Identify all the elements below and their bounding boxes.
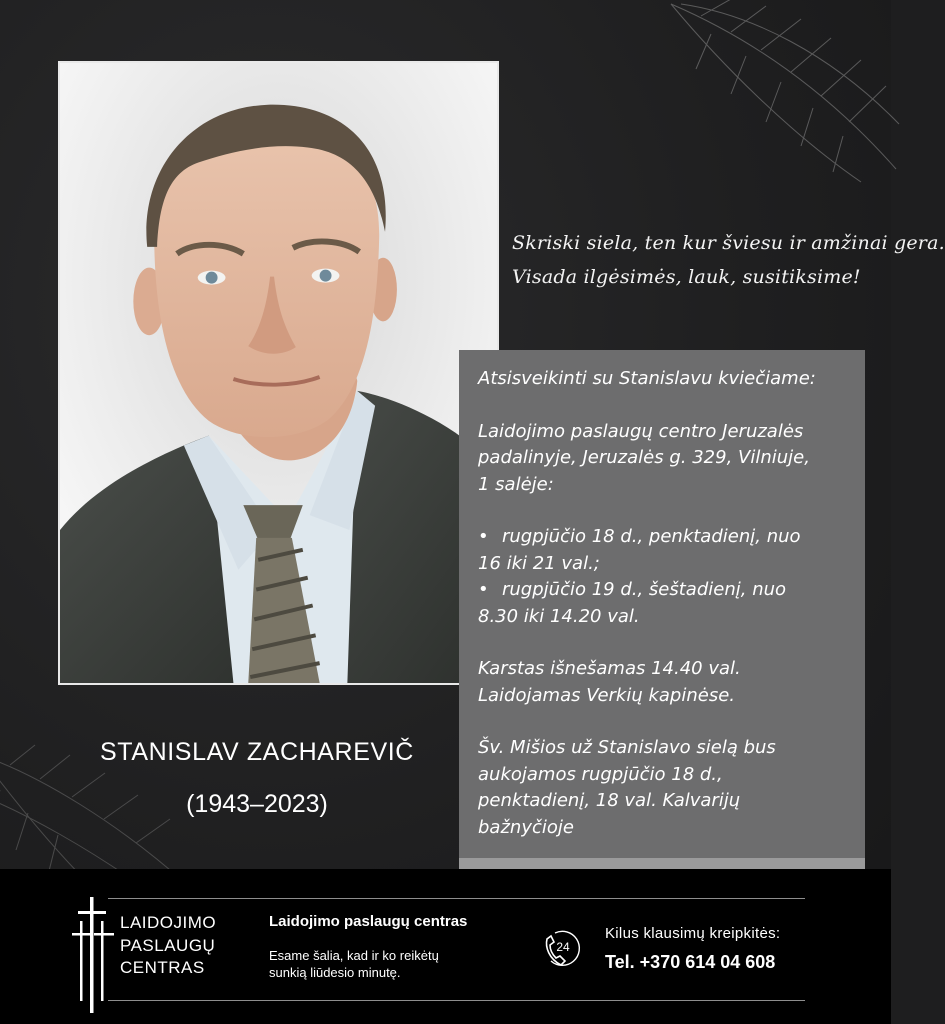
contact-label: Kilus klausimų kreipkitės: xyxy=(605,925,781,942)
portrait-photo xyxy=(58,61,499,685)
farewell-info-box xyxy=(459,350,865,869)
quote-line: Skriski siela, ten kur šviesu ir amžinai gera. xyxy=(512,232,945,254)
info-box-edge xyxy=(459,858,865,869)
life-years: (1943–2023) xyxy=(186,790,328,818)
funeral-line: Laidojamas Verkių kapinėse. xyxy=(478,684,736,706)
schedule-text: rugpjūčio 18 d., penktadienį, nuo xyxy=(502,526,801,547)
logo-line: LAIDOJIMO xyxy=(120,913,217,932)
schedule-text: 8.30 iki 14.20 val. xyxy=(478,605,640,627)
schedule-item xyxy=(478,577,849,604)
logo-line: PASLAUGŲ xyxy=(120,935,216,955)
memorial-quote xyxy=(512,226,945,294)
mass-line: Šv. Mišios už Stanislavo sielą bus xyxy=(478,737,776,758)
divider xyxy=(108,1000,805,1001)
mass-line: aukojamos rugpjūčio 18 d., xyxy=(478,763,723,785)
phone-icon-label: 24 xyxy=(556,940,570,954)
divider xyxy=(108,898,805,899)
slogan-line: Esame šalia, kad ir ko reikėtų xyxy=(269,948,439,963)
schedule-text: rugpjūčio 19 d., šeštadienį, nuo xyxy=(502,579,787,600)
location-line: 1 salėje: xyxy=(478,473,554,495)
bullet-icon: • xyxy=(478,526,489,547)
leaf-icon xyxy=(661,0,901,184)
quote-line: Visada ilgėsimės, lauk, susitiksime! xyxy=(512,266,861,288)
triple-cross-icon xyxy=(70,897,118,1013)
company-title: Laidojimo paslaugų centras xyxy=(269,913,468,930)
schedule-text: 16 iki 21 val.; xyxy=(478,552,600,574)
logo-text xyxy=(120,912,216,980)
mass-line: bažnyčioje xyxy=(478,816,574,838)
logo-line: CENTRAS xyxy=(120,958,205,977)
bullet-icon: • xyxy=(478,579,489,600)
slogan-line: sunkią liūdesio minutę. xyxy=(269,965,401,980)
schedule-item xyxy=(478,524,849,551)
phone-24-icon xyxy=(541,927,581,971)
deceased-name: STANISLAV ZACHAREVIČ xyxy=(100,738,414,766)
invite-text: Atsisveikinti su Stanislavu kviečiame: xyxy=(478,368,816,389)
company-slogan xyxy=(269,947,489,981)
footer xyxy=(0,869,891,1024)
location-line: Laidojimo paslaugų centro Jeruzalės xyxy=(478,420,804,442)
funeral-line: Karstas išnešamas 14.40 val. xyxy=(478,658,741,679)
mass-line: penktadienį, 18 val. Kalvarijų xyxy=(478,790,741,811)
phone-number[interactable]: Tel. +370 614 04 608 xyxy=(605,952,776,972)
location-line: padalinyje, Jeruzalės g. 329, Vilniuje, xyxy=(478,447,810,468)
